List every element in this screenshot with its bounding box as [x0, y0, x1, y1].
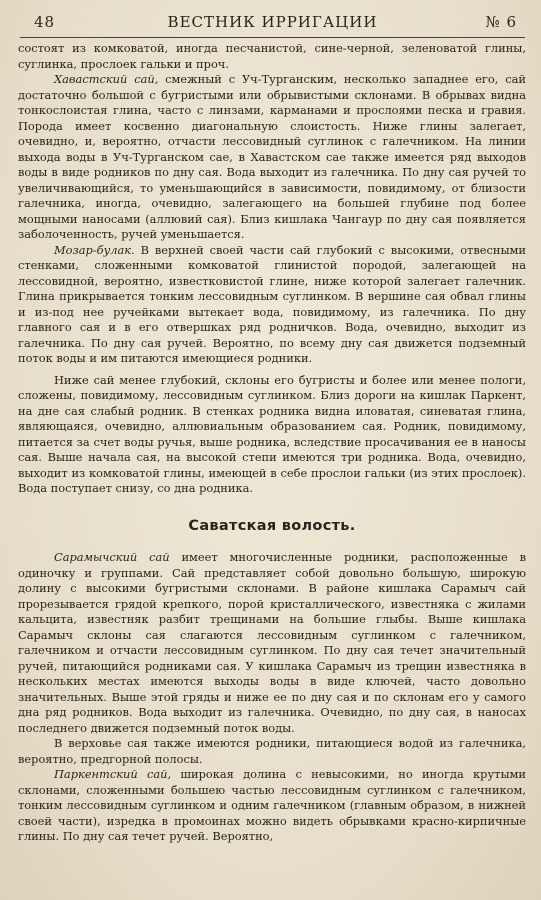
paragraph-lead: Сарамычский сай	[54, 550, 170, 564]
paragraph-text: состоят из комковатой, иногда песчанистой, сине-черной, зеленоватой глины, суглинка, прослоек гальки и проч.	[18, 41, 526, 71]
running-header	[22, 12, 523, 34]
paragraph-text: Ниже сай менее глубокий, склоны его бугристы и более или менее пологи, сложены, повидимому, лессовидным суглинком. Близ дороги на кишлак Паркент, на дне сая слабый родник. В стенках родника видна иловатая, синеватая глина, являющаяся, очевидно, аллювиальным образованием сая. Родник, повидимому, питается за счет воды ручья, выше родника, вследствие просачивания ее в наносы сая. Выше начала сая, на высокой степи имеются три родника. Вода, очевидно, выходит из комковатой глины, имеющей в себе прослои гальки (из этих прослоек). Вода поступает снизу, со дна родника.	[18, 372, 526, 495]
journal-title: ВЕСТНИК ИРРИГАЦИИ	[167, 13, 378, 31]
paragraph	[18, 373, 526, 497]
paragraph	[18, 736, 526, 767]
issue-number: № 6	[485, 13, 517, 31]
section-heading: Саватская волость.	[188, 517, 356, 534]
paragraph-text: широкая долина с невысокими, но иногда крутыми склонами, сложенными большею частью лессовидным суглинком с галечником, тонким лессовидным суглинком и одним галечником (главным образом, в нижней своей части), изредка в промоинах можно видеть обрывками красно-кирпичные глины. По дну сая течет ручей. Вероятно,	[18, 767, 526, 843]
paragraph	[18, 767, 526, 845]
paragraph-text: имеет многочисленные родники, расположенные в одиночку и группами. Сай представляет собой довольно большую, широкую долину с высокими бугристыми склонами. В районе кишлака Сарамыч сай прорезывается грядой крепкого, порой кристаллического, известняка с жилами кальцита, известняк разбит трещинами на большие глыбы. Выше кишлака Сарамыч склоны сая слагаются лессовидным суглинком с галечником, галечником и отчасти лессовидным суглинком. По дну сая течет значительный ручей, питающийся родниками сая. У кишлака Сарамыч из трещин известняка в нескольких местах имеются выходы воды в виде ключей, часто довольно значительных. Выше этой гряды и ниже ее по дну сая и по склонам его у самого дна ряд родников. Вода выходит из галечника. Очевидно, по дну сая, в наносах последнего движется подземный поток воды.	[18, 550, 526, 735]
paragraph-lead: Паркентский сай,	[54, 767, 172, 781]
header-rule	[20, 37, 525, 38]
page-number: 48	[34, 13, 56, 31]
article-body	[18, 41, 526, 845]
paragraph	[18, 41, 526, 72]
paragraph	[18, 243, 526, 367]
paragraph	[18, 550, 526, 736]
paragraph-text: В верхней своей части сай глубокий с высокими, отвесными стенками, сложенными комковатой глинистой породой, залегающей на лессовидной, вероятно, известковистой глине, ниже которой залегает галечник. Глина прикрывается тонким лессовидным суглинком. В вершине сая обвал глины и из-под нее ручейками вытекает вода, повидимому, из галечника. По дну главного сая и в его отвершках ряд родничков. Вода, очевидно, выходит из галечника. По дну сая ручей. Вероятно, по всему дну сая движется подземный поток воды и им питаются имеющиеся родники.	[18, 242, 526, 365]
paragraph-lead: Мозар-булак.	[54, 242, 135, 257]
paragraph-lead: Хавастский сай,	[54, 72, 159, 86]
paragraph-text: смежный с Уч-Турганским, несколько западнее его, сай достаточно большой с бугристыми или обрывистыми склонами. В обрывах видна тонкослоистая глина, часто с линзами, карманами и прослоями песка и гравия. Порода имеет косвенно диагональную слоистость. Ниже глины залегает, очевидно, и, вероятно, отчасти лессовидный суглинок с галечником. На линии выхода воды в Уч-Турганском сае, в Хавастском сае также имеется ряд выходов воды в виде родников по дну сая. Вода выходит из галечника. По дну сая ручей то увеличивающийся, то уменьшающийся в зависимости, повидимому, от близости галечника, иногда, очевидно, залегающего на большей глубине под более мощными наносами (аллювий сая). Близ кишлака Чангаур по дну сая появляется заболоченность, ручей уменьшается.	[18, 72, 526, 241]
paragraph-text: В верховье сая также имеются родники, питающиеся водой из галечника, вероятно, предгорной полосы.	[18, 736, 526, 766]
paragraph	[18, 72, 526, 243]
